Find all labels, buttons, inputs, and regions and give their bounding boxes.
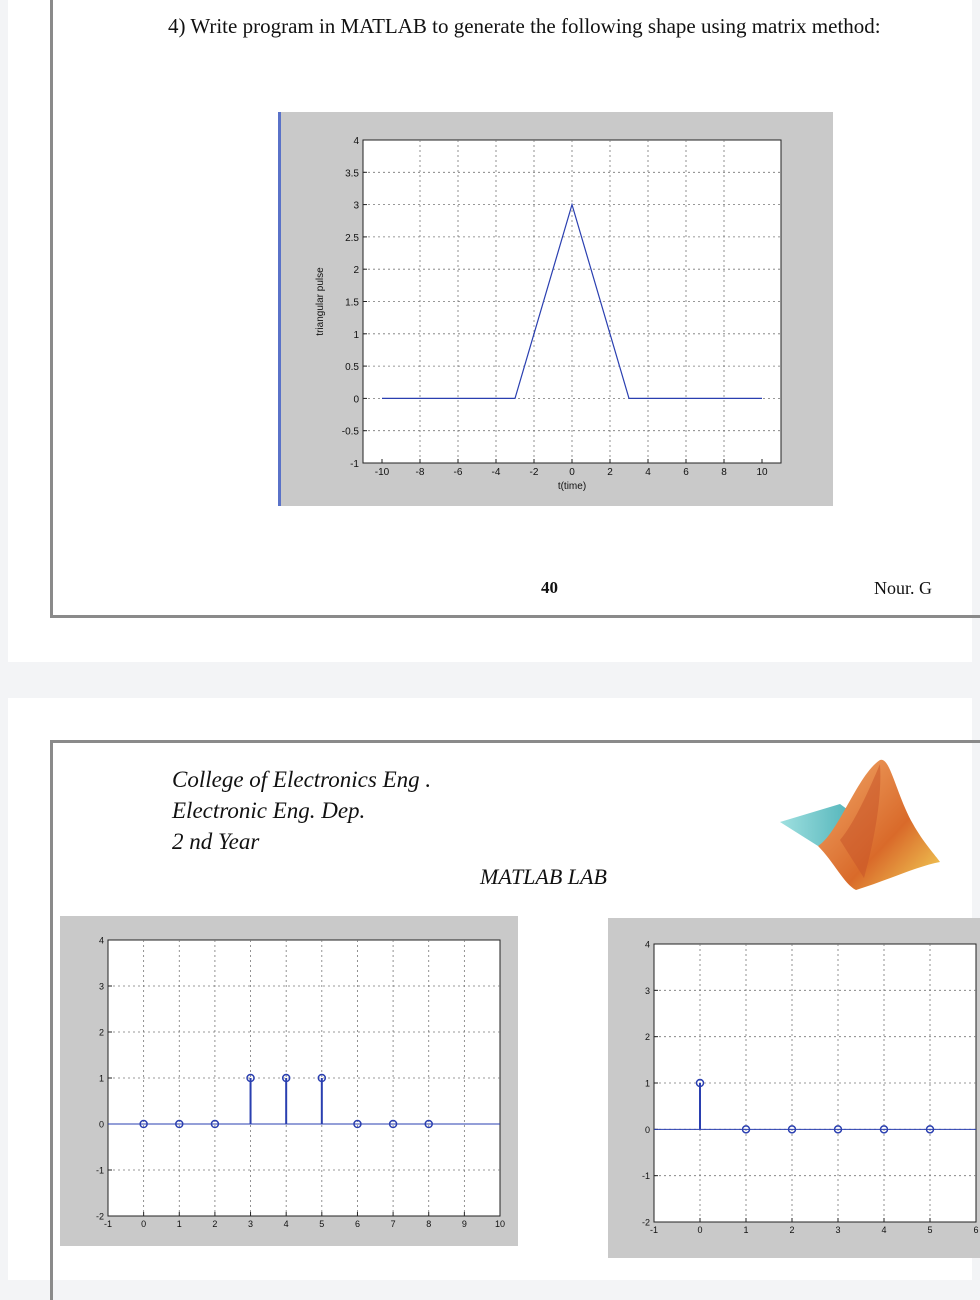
x-tick-label: 4 bbox=[283, 1219, 289, 1229]
x-tick-label: 0 bbox=[141, 1219, 147, 1229]
y-tick-label: -0.5 bbox=[341, 426, 359, 438]
x-tick-label: 0 bbox=[569, 467, 575, 478]
x-tick-label: 3 bbox=[248, 1219, 254, 1229]
y-tick-label: 0.5 bbox=[345, 362, 359, 374]
college-line-3: 2 nd Year bbox=[172, 829, 260, 854]
y-tick-label: 3 bbox=[98, 981, 104, 992]
y-tick-label: 4 bbox=[644, 939, 650, 950]
x-tick-label: -8 bbox=[415, 467, 425, 478]
x-tick-label: 2 bbox=[789, 1225, 795, 1235]
y-tick-label: 3 bbox=[644, 985, 650, 996]
x-tick-label: 8 bbox=[721, 467, 727, 478]
college-line-2: Electronic Eng. Dep. bbox=[172, 798, 366, 823]
y-tick-label: 0 bbox=[353, 394, 359, 406]
y-tick-label: 1 bbox=[98, 1073, 104, 1084]
x-tick-label: -10 bbox=[374, 467, 390, 478]
figure-panel-stem-b bbox=[608, 918, 980, 1258]
college-line-1: College of Electronics Eng . bbox=[172, 767, 432, 792]
x-tick-label: -4 bbox=[491, 467, 501, 478]
y-tick-label: -2 bbox=[641, 1217, 650, 1228]
y-tick-label: 3 bbox=[353, 200, 359, 212]
stem-chart-b bbox=[608, 918, 980, 1258]
y-tick-label: -1 bbox=[95, 1165, 104, 1176]
x-tick-label: 5 bbox=[927, 1225, 933, 1235]
y-tick-label: 2.5 bbox=[345, 232, 359, 244]
page-number: 40 bbox=[541, 578, 558, 597]
x-tick-label: -2 bbox=[529, 467, 539, 478]
question-text: 4) Write program in MATLAB to generate the following shape using matrix method: bbox=[168, 14, 881, 38]
figure-panel-triangular-pulse bbox=[278, 112, 833, 506]
x-tick-label: 10 bbox=[756, 467, 768, 478]
y-tick-label: -1 bbox=[350, 459, 359, 470]
x-tick-label: 4 bbox=[645, 467, 651, 478]
author-name: Nour. G bbox=[874, 578, 932, 598]
document-page-1 bbox=[8, 0, 972, 662]
x-tick-label: 2 bbox=[607, 467, 613, 478]
y-tick-label: 4 bbox=[353, 136, 359, 147]
y-tick-label: 0 bbox=[644, 1124, 650, 1135]
x-tick-label: 6 bbox=[354, 1219, 360, 1229]
y-tick-label: 1.5 bbox=[345, 297, 359, 309]
y-tick-label: 2 bbox=[644, 1032, 650, 1043]
y-tick-label: 2 bbox=[98, 1027, 104, 1038]
x-tick-label: 8 bbox=[426, 1219, 432, 1229]
x-tick-label: -1 bbox=[103, 1219, 113, 1229]
x-tick-label: 1 bbox=[743, 1225, 749, 1235]
y-tick-label: 1 bbox=[353, 329, 359, 341]
x-tick-label: 3 bbox=[835, 1225, 841, 1235]
x-tick-label: -1 bbox=[649, 1225, 659, 1235]
y-tick-label: 0 bbox=[98, 1119, 104, 1130]
y-axis-label: triangular pulse bbox=[315, 267, 326, 336]
document-page-2 bbox=[8, 698, 979, 1280]
x-tick-label: -6 bbox=[453, 467, 463, 478]
stem-chart-a bbox=[60, 916, 518, 1246]
figure-panel-stem-a bbox=[60, 916, 518, 1246]
y-tick-label: 2 bbox=[353, 265, 359, 277]
x-tick-label: 7 bbox=[390, 1219, 396, 1229]
x-tick-label: 5 bbox=[319, 1219, 325, 1229]
lab-title: MATLAB LAB bbox=[480, 864, 607, 889]
x-tick-label: 6 bbox=[973, 1225, 979, 1235]
x-tick-label: 9 bbox=[461, 1219, 467, 1229]
x-tick-label: 4 bbox=[881, 1225, 887, 1235]
college-heading bbox=[172, 764, 431, 857]
y-tick-label: 1 bbox=[644, 1078, 650, 1089]
y-tick-label: -2 bbox=[95, 1211, 104, 1222]
y-tick-label: 4 bbox=[98, 935, 104, 946]
x-tick-label: 0 bbox=[697, 1225, 703, 1235]
x-axis-label: t(time) bbox=[557, 481, 587, 492]
x-tick-label: 1 bbox=[176, 1219, 182, 1229]
x-tick-label: 6 bbox=[683, 467, 689, 478]
triangular-pulse-chart bbox=[281, 112, 833, 506]
y-tick-label: 3.5 bbox=[345, 168, 359, 180]
x-tick-label: 10 bbox=[494, 1219, 506, 1229]
matlab-membrane-logo-icon bbox=[778, 754, 948, 894]
y-tick-label: -1 bbox=[641, 1171, 650, 1182]
x-tick-label: 2 bbox=[212, 1219, 218, 1229]
